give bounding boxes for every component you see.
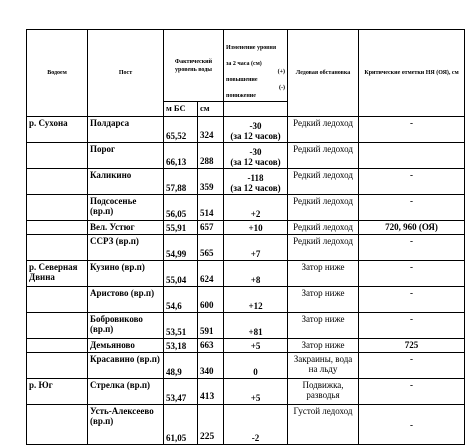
row-cm: 324	[198, 117, 224, 143]
row-ice: Редкий ледоход	[288, 235, 359, 261]
header-post: Пост	[88, 30, 164, 117]
row-post: Полдарса	[88, 117, 164, 143]
row-level: 57,88	[164, 169, 198, 195]
row-river	[27, 169, 88, 195]
row-post: Аристово (вр.п)	[88, 287, 164, 313]
header-critical-marks: Критические отметки НЯ (ОЯ), см	[359, 30, 465, 117]
row-post: Подсосенье (вр.п)	[88, 195, 164, 221]
row-critical	[359, 143, 465, 169]
row-post: Стрелка (вр.п)	[88, 379, 164, 405]
row-cm: 657	[198, 221, 224, 235]
row-critical: 725	[359, 339, 465, 353]
header-ice-situation: Ледовая обстановка	[288, 30, 359, 117]
row-critical: 720, 960 (ОЯ)	[359, 221, 465, 235]
row-post: Вел. Устюг	[88, 221, 164, 235]
row-river	[27, 221, 88, 235]
row-river	[27, 235, 88, 261]
row-change-value: +12	[248, 301, 263, 311]
row-cm: 359	[198, 169, 224, 195]
row-change	[224, 195, 288, 221]
row-change-value: +5	[250, 341, 261, 351]
row-critical: -	[359, 195, 465, 221]
row-level: 55,91	[164, 221, 198, 235]
table-row	[27, 221, 465, 235]
table-row	[27, 235, 465, 261]
row-ice: Редкий ледоход	[288, 143, 359, 169]
row-ice: Редкий ледоход	[288, 221, 359, 235]
row-level: 54,99	[164, 235, 198, 261]
row-change	[224, 261, 288, 287]
row-change	[224, 235, 288, 261]
row-level: 48,9	[164, 353, 198, 379]
row-level: 66,13	[164, 143, 198, 169]
row-change-value: -30	[249, 147, 262, 157]
row-change-value: +8	[250, 275, 261, 285]
row-change-value: +7	[250, 249, 261, 259]
header-level-change	[224, 30, 288, 102]
row-river: р. Сухона	[27, 117, 88, 143]
row-river	[27, 143, 88, 169]
row-river: р. Юг	[27, 379, 88, 405]
row-level: 56,05	[164, 195, 198, 221]
unit-cm: см	[198, 102, 224, 117]
table-row	[27, 195, 465, 221]
row-change-value: +10	[248, 223, 263, 233]
row-change	[224, 379, 288, 405]
row-cm: 514	[198, 195, 224, 221]
row-change-value: 0	[253, 367, 258, 377]
row-level: 54,6	[164, 287, 198, 313]
table-row	[27, 117, 465, 143]
row-change-value: +2	[250, 209, 261, 219]
row-ice: Подвижка, разводья	[288, 379, 359, 405]
row-ice: Затор ниже	[288, 261, 359, 287]
row-critical: -	[359, 261, 465, 287]
header-water-body: Водоем	[27, 30, 88, 117]
row-change-value: +81	[248, 327, 263, 337]
header-actual-level: Фактический уровень воды	[164, 30, 224, 102]
row-critical: -	[359, 235, 465, 261]
row-change	[224, 221, 288, 235]
row-cm: 288	[198, 143, 224, 169]
row-post: Демьяново	[88, 339, 164, 353]
row-ice: Редкий ледоход	[288, 169, 359, 195]
row-level: 53,51	[164, 313, 198, 339]
row-level: 53,18	[164, 339, 198, 353]
row-level: 61,05	[164, 405, 198, 445]
row-river: р. Северная Двина	[27, 261, 88, 287]
row-change	[224, 353, 288, 379]
row-change-value: -118	[247, 173, 264, 183]
header-change-line2: за 2 часа (см)	[226, 61, 262, 67]
row-change	[224, 117, 288, 143]
row-change	[224, 169, 288, 195]
row-level: 55,04	[164, 261, 198, 287]
unit-mbs: м БС	[164, 102, 198, 117]
row-change-note: (за 12 часов)	[230, 131, 281, 141]
row-critical: -	[359, 353, 465, 379]
row-critical: -	[359, 287, 465, 313]
row-river	[27, 353, 88, 379]
row-level: 65,52	[164, 117, 198, 143]
header-change-plus: (+)	[277, 69, 286, 75]
row-change	[224, 287, 288, 313]
row-critical: -	[359, 405, 465, 445]
row-change-value: -30	[249, 121, 262, 131]
table-header-row	[27, 30, 465, 102]
water-level-table	[26, 29, 465, 445]
row-cm: 624	[198, 261, 224, 287]
row-change-value: -2	[251, 433, 260, 443]
row-level: 53,47	[164, 379, 198, 405]
row-cm: 663	[198, 339, 224, 353]
row-post: Порог	[88, 143, 164, 169]
row-ice: Редкий ледоход	[288, 195, 359, 221]
row-ice: Затор ниже	[288, 313, 359, 339]
row-change-value: +5	[250, 393, 261, 403]
header-change-line1: Изменение уровня	[226, 45, 277, 51]
row-critical: -	[359, 379, 465, 405]
row-cm: 565	[198, 235, 224, 261]
row-river	[27, 339, 88, 353]
table-row	[27, 405, 465, 445]
row-change	[224, 143, 288, 169]
row-cm: 413	[198, 379, 224, 405]
row-ice: Редкий ледоход	[288, 117, 359, 143]
table-row	[27, 143, 465, 169]
table-row	[27, 353, 465, 379]
row-river	[27, 287, 88, 313]
header-change-line3: повышение	[226, 77, 258, 83]
row-change	[224, 405, 288, 445]
header-change-line4: понижение	[226, 93, 256, 99]
row-cm: 600	[198, 287, 224, 313]
table-row	[27, 313, 465, 339]
row-change-note: (за 12 часов)	[230, 183, 281, 193]
row-post: Красавино (вр.п)	[88, 353, 164, 379]
row-river	[27, 313, 88, 339]
row-cm: 225	[198, 405, 224, 445]
row-ice: Закраины, вода на льду	[288, 353, 359, 379]
row-post: Каликино	[88, 169, 164, 195]
row-post: Бобровиково (вр.п)	[88, 313, 164, 339]
table-row	[27, 287, 465, 313]
row-cm: 340	[198, 353, 224, 379]
table-row	[27, 339, 465, 353]
row-river	[27, 195, 88, 221]
row-ice: Густой ледоход	[288, 405, 359, 445]
row-post: Кузино (вр.п)	[88, 261, 164, 287]
hydrological-report-page	[26, 29, 464, 443]
row-change-note: (за 12 часов)	[230, 157, 281, 167]
row-change	[224, 339, 288, 353]
row-critical: -	[359, 169, 465, 195]
table-row	[27, 379, 465, 405]
row-river	[27, 405, 88, 445]
table-row	[27, 261, 465, 287]
row-change	[224, 313, 288, 339]
row-critical: -	[359, 313, 465, 339]
header-change-minus: (-)	[279, 85, 286, 91]
row-cm: 591	[198, 313, 224, 339]
row-ice: Затор ниже	[288, 339, 359, 353]
table-row	[27, 169, 465, 195]
row-post: ССРЗ (вр.п)	[88, 235, 164, 261]
row-post: Усть-Алексеево (вр.п)	[88, 405, 164, 445]
unit-empty	[224, 102, 288, 117]
row-critical: -	[359, 117, 465, 143]
row-ice: Затор ниже	[288, 287, 359, 313]
